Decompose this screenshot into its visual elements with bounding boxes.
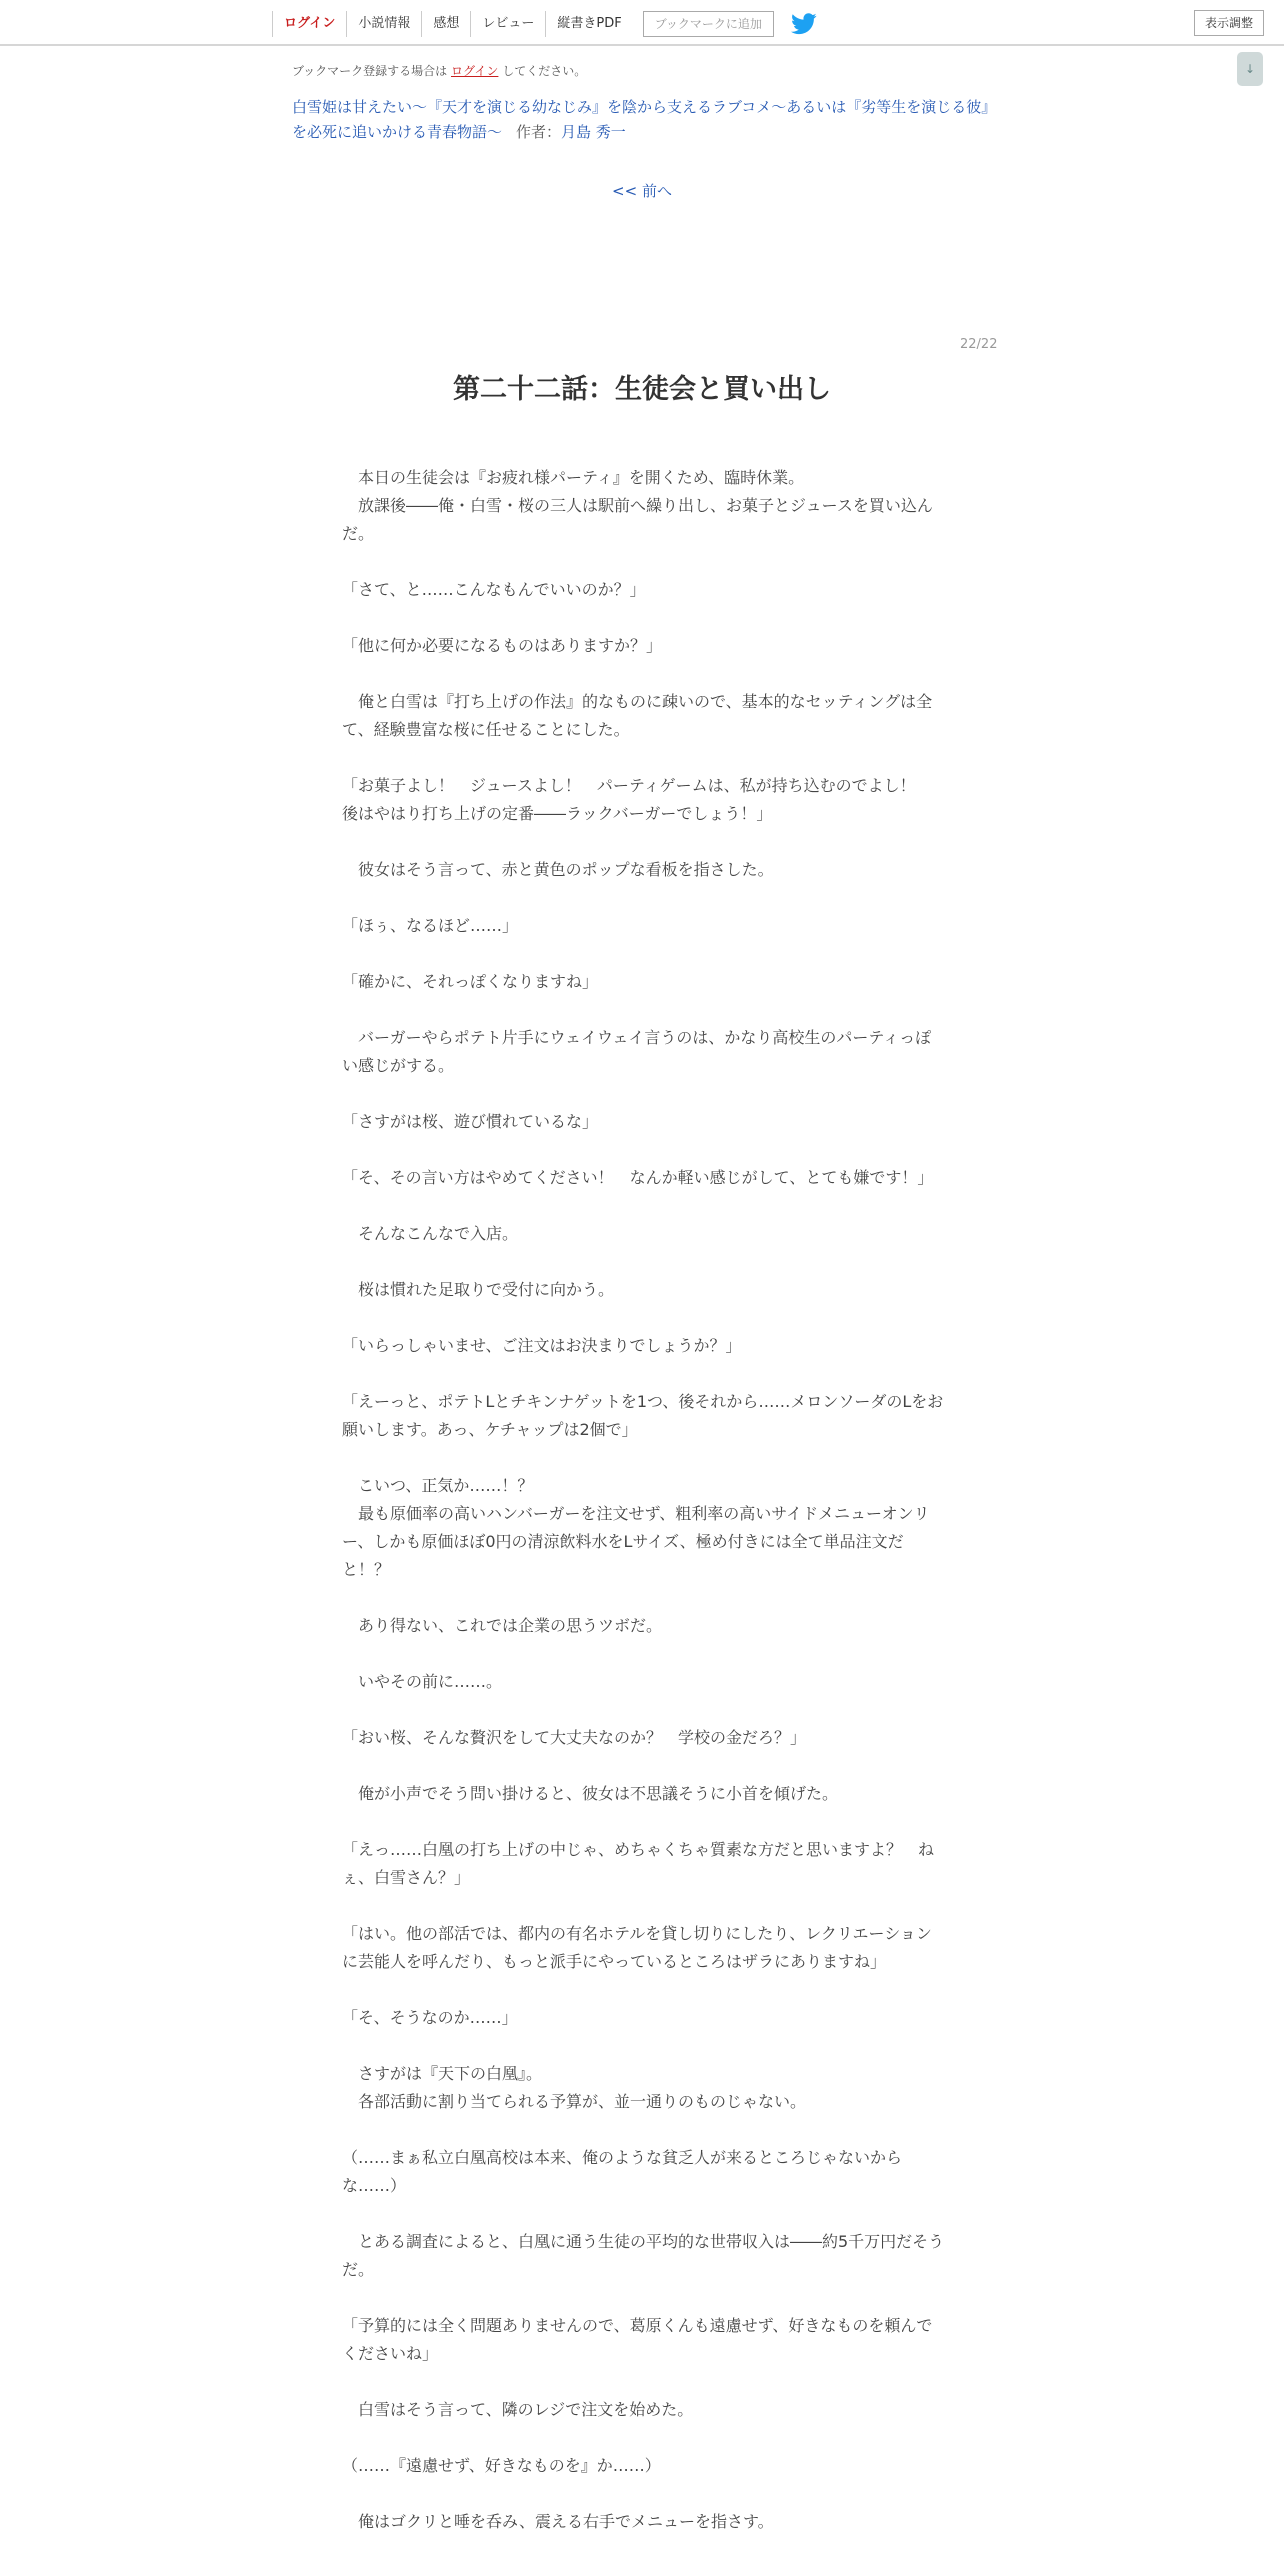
- body-paragraph: 「確かに、それっぽくなりますね」: [342, 972, 599, 991]
- blank-line: [342, 1976, 946, 2004]
- body-paragraph: 「はい。他の部活では、都内の有名ホテルを貸し切りにしたり、レクリエーションに芸能人を呼んだり、もっと派手にやっているところはザラにありますね」: [342, 1924, 932, 1971]
- blank-line: [342, 2032, 946, 2060]
- series-title-link[interactable]: 白雪姫は甘えたい～『天才を演じる幼なじみ』を陰から支えるラブコメ～あるいは『劣等生を演じる彼』を必死に追いかける青春物語～: [292, 98, 997, 141]
- blank-line: [342, 2200, 946, 2228]
- vertical-pdf-link[interactable]: 縦書きPDF: [545, 11, 632, 37]
- body-paragraph: 「さて、と……こんなもんでいいのか？」: [342, 580, 646, 599]
- body-paragraph: いやその前に……。: [342, 1672, 503, 1691]
- series-header: [292, 95, 1004, 145]
- nav-menu: [272, 9, 817, 39]
- add-bookmark-button[interactable]: ブックマークに追加: [643, 11, 774, 37]
- body-paragraph: 桜は慣れた足取りで受付に向かう。: [342, 1280, 615, 1299]
- body-paragraph: そんなこんなで入店。: [342, 1224, 519, 1243]
- body-paragraph: 「そ、その言い方はやめてください！ なんか軽い感じがして、とても嫌です！」: [342, 1168, 934, 1187]
- body-paragraph: 「ほぅ、なるほど……」: [342, 916, 519, 935]
- blank-line: [342, 884, 946, 912]
- prev-chapter-link[interactable]: << 前へ: [612, 182, 672, 200]
- blank-line: [342, 1584, 946, 1612]
- blank-line: [342, 1696, 946, 1724]
- blank-line: [342, 1080, 946, 1108]
- body-paragraph: （……『遠慮せず、好きなものを』か……）: [342, 2456, 661, 2475]
- body-paragraph: こいつ、正気か……！？: [342, 1476, 534, 1495]
- body-paragraph: 「おい桜、そんな贅沢をして大丈夫なのか？ 学校の金だろ？」: [342, 1728, 807, 1747]
- body-paragraph: 「そ、そうなのか……」: [342, 2008, 518, 2027]
- blank-line: [342, 2116, 946, 2144]
- blank-line: [342, 828, 946, 856]
- blank-line: [342, 548, 946, 576]
- blank-line: [342, 1752, 946, 1780]
- body-paragraph: 各部活動に割り当てられる予算が、並一通りのものじゃない。: [342, 2092, 807, 2111]
- body-paragraph: 俺はゴクリと唾を呑み、震える右手でメニューを指さす。: [342, 2512, 774, 2531]
- body-paragraph: あり得ない、これでは企業の思うツボだ。: [342, 1616, 663, 1635]
- blank-line: [342, 1444, 946, 1472]
- body-paragraph: 「予算的には全く問題ありませんので、葛原くんも遠慮せず、好きなものを頼んでくださいね」: [342, 2316, 933, 2363]
- body-paragraph: 「えっ……白凰の打ち上げの中じゃ、めちゃくちゃ質素な方だと思いますよ？ ねぇ、白雪さん？」: [342, 1840, 935, 1887]
- blank-line: [342, 2284, 946, 2312]
- author-label: 作者：: [516, 123, 562, 141]
- notice-text-after: してください。: [502, 64, 587, 78]
- notice-text-before: ブックマーク登録する場合は: [292, 64, 448, 78]
- body-paragraph: 「他に何か必要になるものはありますか？」: [342, 636, 663, 655]
- display-settings-button[interactable]: 表示調整: [1194, 10, 1264, 36]
- blank-line: [342, 1192, 946, 1220]
- page-number: 22/22: [960, 337, 998, 352]
- body-paragraph: 最も原価率の高いハンバーガーを注文せず、粗利率の高いサイドメニューオンリー、しかも原価ほぼ0円の清涼飲料水をLサイズ、極め付きには全て単品注文だと！？: [342, 1504, 930, 1579]
- body-paragraph: 白雪はそう言って、隣のレジで注文を始めた。: [342, 2400, 694, 2419]
- body-paragraph: とある調査によると、白凰に通う生徒の平均的な世帯収入は――約5千万円だそうだ。: [342, 2232, 945, 2279]
- blank-line: [342, 604, 946, 632]
- body-paragraph: 俺が小声でそう問い掛けると、彼女は不思議そうに小首を傾げた。: [342, 1784, 839, 1803]
- blank-line: [342, 1808, 946, 1836]
- blank-line: [342, 2424, 946, 2452]
- body-paragraph: 放課後――俺・白雪・桜の三人は駅前へ繰り出し、お菓子とジュースを買い込んだ。: [342, 496, 933, 543]
- blank-line: [342, 1304, 946, 1332]
- blank-line: [342, 1360, 946, 1388]
- login-link[interactable]: ログイン: [272, 11, 346, 37]
- novel-body: [342, 464, 946, 2536]
- impressions-link[interactable]: 感想: [421, 11, 470, 37]
- blank-line: [342, 940, 946, 968]
- blank-line: [342, 1640, 946, 1668]
- top-navigation-bar: [0, 0, 1284, 46]
- body-paragraph: 俺と白雪は『打ち上げの作法』的なものに疎いので、基本的なセッティングは全て、経験豊富な桜に任せることにした。: [342, 692, 933, 739]
- notice-login-link[interactable]: ログイン: [451, 64, 499, 78]
- review-link[interactable]: レビュー: [470, 11, 545, 37]
- body-paragraph: 彼女はそう言って、赤と黄色のポップな看板を指さした。: [342, 860, 774, 879]
- blank-line: [342, 744, 946, 772]
- body-paragraph: 「お菓子よし！ ジュースよし！ パーティゲームは、私が持ち込むのでよし！ 後はやはり打ち上げの定番――ラックバーガーでしょう！」: [342, 776, 932, 823]
- body-paragraph: 「いらっしゃいませ、ご注文はお決まりでしょうか？」: [342, 1336, 742, 1355]
- scroll-down-button[interactable]: ↓: [1237, 52, 1263, 86]
- body-paragraph: （……まぁ私立白凰高校は本来、俺のような貧乏人が来るところじゃないからな……）: [342, 2148, 903, 2195]
- body-paragraph: さすがは『天下の白凰』。: [342, 2064, 543, 2083]
- blank-line: [342, 996, 946, 1024]
- twitter-icon[interactable]: [791, 13, 817, 35]
- blank-line: [342, 1892, 946, 1920]
- author-link[interactable]: 月島 秀一: [561, 123, 626, 141]
- bookmark-login-notice: [292, 62, 586, 79]
- body-paragraph: 本日の生徒会は『お疲れ様パーティ』を開くため、臨時休業。: [342, 468, 805, 487]
- blank-line: [342, 660, 946, 688]
- body-paragraph: 「さすがは桜、遊び慣れているな」: [342, 1112, 599, 1131]
- novel-info-link[interactable]: 小説情報: [346, 11, 421, 37]
- blank-line: [342, 2368, 946, 2396]
- blank-line: [342, 2480, 946, 2508]
- chapter-title: 第二十二話：生徒会と買い出し: [453, 374, 831, 405]
- body-paragraph: バーガーやらポテト片手にウェイウェイ言うのは、かなり高校生のパーティっぽい感じがする。: [342, 1028, 932, 1075]
- blank-line: [342, 1136, 946, 1164]
- body-paragraph: 「えーっと、ポテトLとチキンナゲットを1つ、後それから……メロンソーダのLをお願いします。あっ、ケチャップは2個で」: [342, 1392, 944, 1439]
- blank-line: [342, 1248, 946, 1276]
